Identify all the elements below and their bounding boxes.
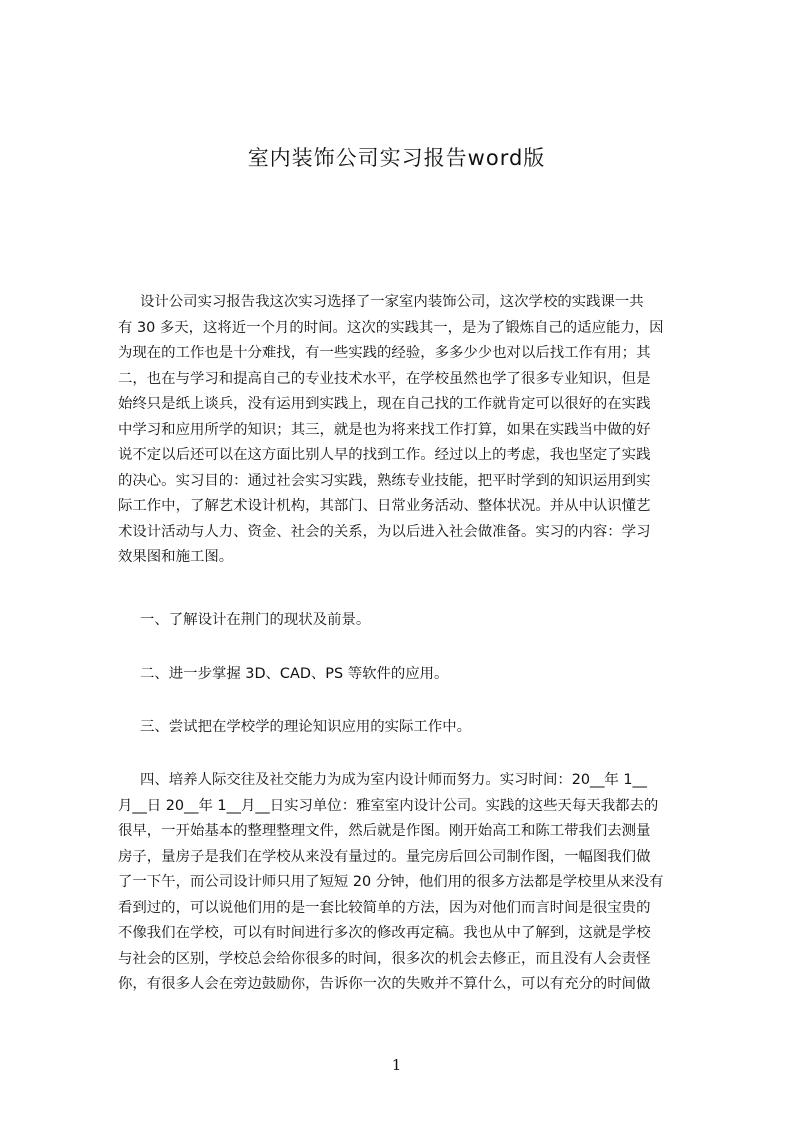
- page-number: 1: [391, 1056, 402, 1074]
- list-item-text: 一、了解设计在荆门的现状及前景。: [140, 612, 371, 628]
- paragraph-line: 了一下午，而公司设计师只用了短短 20 分钟，他们用的很多方法都是学校里从来没有: [118, 874, 664, 890]
- document-title: 室内装饰公司实习报告word版: [247, 146, 546, 170]
- paragraph-line: 有 30 多天，这将近一个月的时间。这次的实践其一，是为了锻炼自己的适应能力，因: [118, 319, 664, 336]
- paragraph-line: 为现在的工作也是十分难找，有一些实践的经验，多多少少也对以后找工作有用；其: [118, 345, 651, 361]
- paragraph-line: 的决心。实习目的：通过社会实习实践，熟练专业技能，把平时学到的知识运用到实: [118, 472, 651, 489]
- list-item-2: [118, 662, 696, 688]
- paragraph-line: 效果图和施工图。: [118, 549, 234, 565]
- paragraph-line: 设计公司实习报告我这次实习选择了一家室内装饰公司，这次学校的实践课一共: [140, 294, 644, 310]
- paragraph-line: 说不定以后还可以在这方面比别人早的找到工作。经过以上的考虑，我也坚定了实践: [118, 447, 651, 463]
- paragraph-line: 术设计活动与人力、资金、社会的关系，为以后进入社会做准备。实习的内容：学习: [118, 523, 651, 540]
- paragraph-line: 房子，量房子是我们在学校从来没有量过的。量完房后回公司制作图，一幅图我们做: [118, 848, 651, 865]
- paragraph-line: 中学习和应用所学的知识；其三，就是也为将来找工作打算，如果在实践当中做的好: [118, 421, 651, 438]
- paragraph-intro: [118, 290, 696, 571]
- list-item-1: [118, 608, 696, 634]
- paragraph-line: 月__日 20__年 1__月__日实习单位：雅室室内设计公司。实践的这些天每天我都去的: [118, 797, 659, 814]
- list-item-3: [118, 715, 696, 741]
- paragraph-line: 不像我们在学校，可以有时间进行多次的修改再定稿。我也从中了解到，这就是学校: [118, 925, 651, 941]
- paragraph-line: 际工作中，了解艺术设计机构，其部门、日常业务活动、整体状况。并从中认识懂艺: [118, 498, 651, 514]
- list-item-text: 三、尝试把在学校学的理论知识应用的实际工作中。: [140, 719, 471, 735]
- paragraph-line: 看到过的，可以说他们用的是一套比较简单的方法，因为对他们而言时间是很宝贵的: [118, 899, 651, 916]
- paragraph-line: 很早，一开始基本的整理整理文件，然后就是作图。刚开始高工和陈工带我们去测量: [118, 823, 651, 839]
- paragraph-item4: [118, 768, 696, 998]
- paragraph-line: 二，也在与学习和提高自己的专业技术水平，在学校虽然也学了很多专业知识，但是: [118, 370, 651, 387]
- list-item-text: 二、进一步掌握 3D、CAD、PS 等软件的应用。: [140, 666, 449, 682]
- paragraph-line: 四、培养人际交往及社交能力为成为室内设计师而努力。实习时间：20__年 1__: [140, 772, 647, 788]
- paragraph-line: 始终只是纸上谈兵，没有运用到实践上，现在自己找的工作就肯定可以很好的在实践: [118, 396, 651, 412]
- paragraph-line: 与社会的区别，学校总会给你很多的时间，很多次的机会去修正，而且没有人会责怪: [118, 950, 651, 967]
- paragraph-line: 你，有很多人会在旁边鼓励你，告诉你一次的失败并不算什么，可以有充分的时间做: [118, 976, 651, 992]
